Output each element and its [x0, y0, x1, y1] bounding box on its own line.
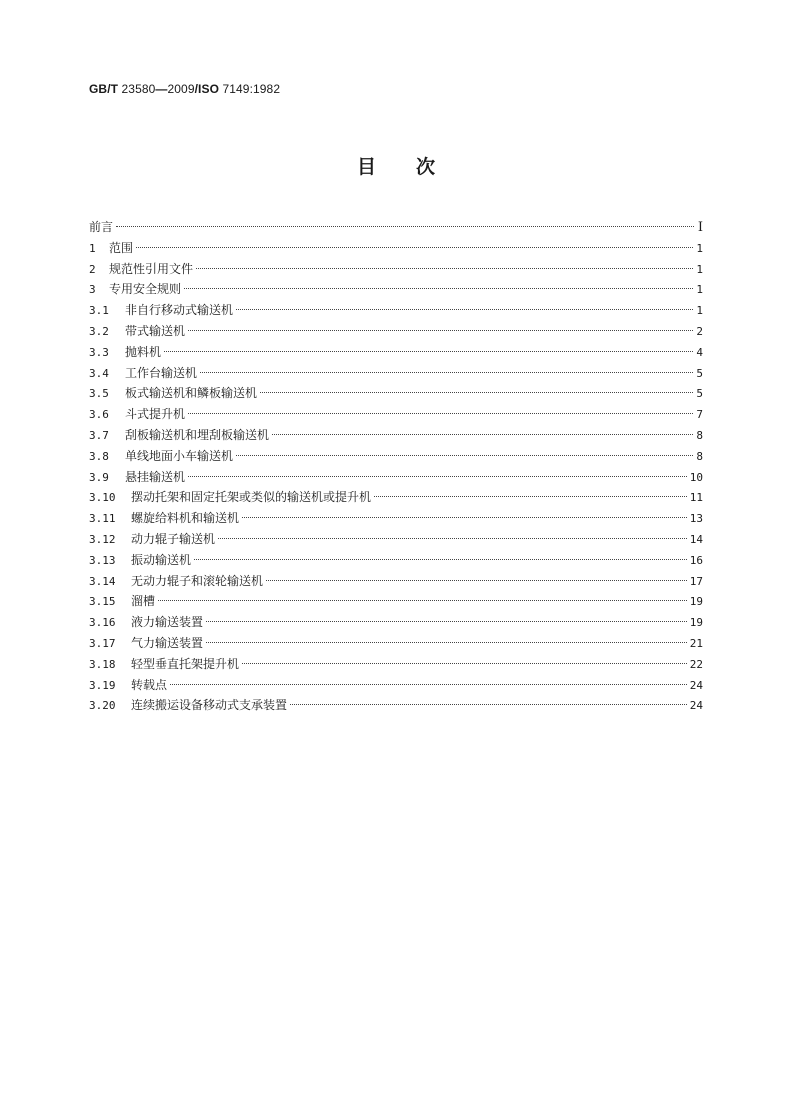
- toc-entry-number: 3.18: [89, 657, 116, 671]
- toc-leader-dots: [136, 247, 693, 248]
- standard-header: GB/T 23580—2009/ISO 7149:1982: [89, 82, 281, 96]
- toc-entry[interactable]: [89, 300, 703, 321]
- toc-entry-page: 1: [696, 241, 703, 255]
- toc-entry-page: 22: [689, 657, 703, 671]
- toc-entry-number: 3.7: [89, 428, 109, 442]
- toc-entry-page: 19: [689, 616, 703, 630]
- toc-entry[interactable]: [89, 446, 703, 467]
- toc-leader-dots: [272, 434, 693, 435]
- toc-entry-number: 3.1: [89, 304, 109, 318]
- toc-leader-dots: [188, 413, 693, 414]
- toc-entry-number: 3.16: [89, 616, 116, 630]
- toc-entry-title: 连续搬运设备移动式支承装置: [131, 698, 288, 713]
- toc-entry-title: 单线地面小车输送机: [125, 448, 234, 463]
- toc-entry-page: 13: [689, 512, 703, 526]
- toc-entry-number: 3.6: [89, 408, 109, 422]
- toc-entry[interactable]: [89, 259, 703, 280]
- toc-entry-page: 8: [696, 428, 703, 442]
- toc-leader-dots: [196, 268, 693, 269]
- toc-entry-title: 轻型垂直托架提升机: [131, 656, 240, 671]
- toc-leader-dots: [218, 538, 687, 539]
- toc-entry[interactable]: [89, 675, 703, 696]
- toc-entry-number: 1: [89, 241, 96, 255]
- iso-prefix: ISO: [198, 82, 220, 96]
- standard-prefix: GB/T: [89, 82, 119, 96]
- toc-entry-title: 转载点: [131, 677, 168, 692]
- toc-entry-number: 2: [89, 262, 96, 276]
- toc-entry-page: 24: [689, 699, 703, 713]
- toc-entry[interactable]: [89, 363, 703, 384]
- toc-leader-dots: [184, 288, 693, 289]
- toc-entry-number: 3.5: [89, 387, 109, 401]
- toc-entry[interactable]: [89, 612, 703, 633]
- toc-entry[interactable]: [89, 217, 703, 238]
- toc-entry-number: 3.15: [89, 595, 116, 609]
- toc-leader-dots: [260, 392, 693, 393]
- toc-entry-page: 1: [696, 283, 703, 297]
- toc-entry-title: 振动输送机: [131, 552, 192, 567]
- toc-entry-number: 3.19: [89, 678, 116, 692]
- toc-leader-dots: [206, 642, 687, 643]
- toc-entry[interactable]: [89, 550, 703, 571]
- toc-entry[interactable]: [89, 321, 703, 342]
- toc-entry-title: 抛料机: [125, 344, 162, 359]
- toc-entry[interactable]: [89, 383, 703, 404]
- toc-entry-number: 3.10: [89, 491, 116, 505]
- toc-leader-dots: [188, 330, 693, 331]
- toc-entry-number: 3.9: [89, 470, 109, 484]
- toc-entry[interactable]: [89, 404, 703, 425]
- toc-leader-dots: [158, 600, 687, 601]
- toc-entry-page: 16: [689, 553, 703, 567]
- toc-entry[interactable]: [89, 508, 703, 529]
- toc-leader-dots: [266, 580, 687, 581]
- toc-entry-page: 2: [696, 324, 703, 338]
- toc-entry-number: 3.12: [89, 532, 116, 546]
- toc-leader-dots: [194, 559, 687, 560]
- toc-entry[interactable]: [89, 238, 703, 259]
- toc-entry-title: 悬挂输送机: [125, 469, 186, 484]
- toc-leader-dots: [164, 351, 693, 352]
- toc-entry[interactable]: [89, 591, 703, 612]
- toc-leader-dots: [170, 684, 687, 685]
- toc-entry-title: 溜槽: [131, 594, 156, 609]
- toc-entry-number: 3.17: [89, 636, 116, 650]
- toc-leader-dots: [188, 476, 687, 477]
- toc-entry-page: 7: [696, 408, 703, 422]
- toc-entry-title: 带式输送机: [125, 323, 186, 338]
- toc-entry-page: 14: [689, 532, 703, 546]
- iso-number: 7149:1982: [222, 82, 281, 96]
- toc-entry-page: 24: [689, 678, 703, 692]
- toc-entry-page: 19: [689, 595, 703, 609]
- toc-leader-dots: [290, 704, 687, 705]
- toc-entry-title: 气力输送装置: [131, 635, 204, 650]
- toc-entry-page: 11: [689, 491, 703, 505]
- toc-entry-title: 板式输送机和鳞板输送机: [125, 386, 258, 401]
- toc-entry-title: 刮板输送机和埋刮板输送机: [125, 427, 270, 442]
- toc-entry-title: 工作台输送机: [125, 365, 198, 380]
- toc-entry-number: 3: [89, 283, 96, 297]
- toc-entry-title: 前言: [89, 220, 114, 234]
- toc-leader-dots: [116, 226, 694, 227]
- toc-entry[interactable]: [89, 571, 703, 592]
- toc-entry-title: 规范性引用文件: [109, 261, 194, 276]
- toc-entry-number: 3.11: [89, 512, 116, 526]
- toc-entry-number: 3.14: [89, 574, 116, 588]
- toc-entry-page: 8: [696, 449, 703, 463]
- toc-entry-number: 3.2: [89, 324, 109, 338]
- toc-entry-page: 1: [696, 304, 703, 318]
- toc-entry-title: 范围: [109, 240, 134, 255]
- toc-entry-number: 3.13: [89, 553, 116, 567]
- toc-entry-number: 3.3: [89, 345, 109, 359]
- toc-entry-title: 斗式提升机: [125, 407, 186, 422]
- toc-entry-title: 螺旋给料机和输送机: [131, 511, 240, 526]
- toc-leader-dots: [374, 496, 687, 497]
- toc-leader-dots: [206, 621, 687, 622]
- toc-entry-page: 5: [696, 366, 703, 380]
- toc-entry[interactable]: [89, 467, 703, 488]
- toc-leader-dots: [200, 372, 693, 373]
- toc-heading: 目次: [356, 156, 475, 178]
- toc-entry[interactable]: [89, 342, 703, 363]
- toc-entry-page: 10: [689, 470, 703, 484]
- toc-entry[interactable]: [89, 487, 703, 508]
- toc-entry-number: 3.20: [89, 699, 116, 713]
- toc-entry-title: 专用安全规则: [109, 282, 182, 297]
- standard-number: 23580: [121, 82, 156, 96]
- toc-entry-number: 3.8: [89, 449, 109, 463]
- toc-entry[interactable]: [89, 695, 703, 716]
- toc-entry-title: 液力输送装置: [131, 615, 204, 630]
- toc-leader-dots: [242, 663, 687, 664]
- toc-entry-number: 3.4: [89, 366, 109, 380]
- toc-entry[interactable]: [89, 633, 703, 654]
- toc-entry-page: 1: [696, 262, 703, 276]
- toc-entry-title: 摆动托架和固定托架或类似的输送机或提升机: [131, 490, 372, 505]
- toc-entry-title: 无动力辊子和滚轮输送机: [131, 573, 264, 588]
- table-of-contents: [89, 217, 703, 716]
- toc-entry-title: 动力辊子输送机: [131, 531, 216, 546]
- toc-entry-page: 4: [696, 345, 703, 359]
- toc-entry[interactable]: [89, 654, 703, 675]
- toc-leader-dots: [236, 455, 693, 456]
- toc-entry-page: 21: [689, 636, 703, 650]
- toc-entry[interactable]: [89, 529, 703, 550]
- toc-entry-page: 17: [689, 574, 703, 588]
- toc-leader-dots: [236, 309, 693, 310]
- toc-leader-dots: [242, 517, 687, 518]
- toc-entry-page: 5: [696, 387, 703, 401]
- standard-dash: —: [155, 82, 168, 96]
- standard-year: 2009: [167, 82, 195, 96]
- toc-entry[interactable]: [89, 279, 703, 300]
- toc-entry-page: Ⅰ: [697, 220, 703, 235]
- toc-entry[interactable]: [89, 425, 703, 446]
- toc-entry-title: 非自行移动式输送机: [125, 303, 234, 318]
